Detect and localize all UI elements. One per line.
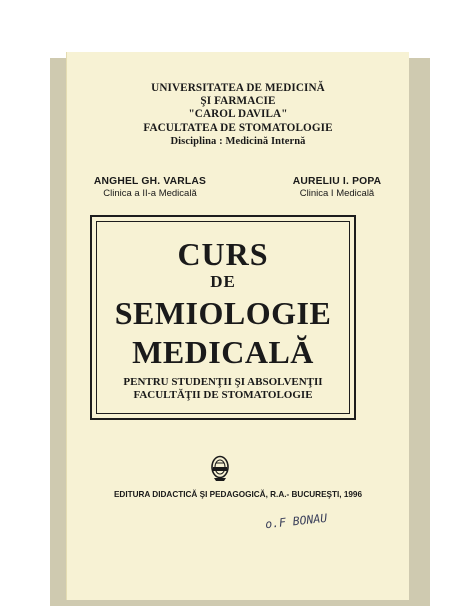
faculty-line: FACULTATEA DE STOMATOLOGIE — [143, 121, 333, 134]
pharmacy-line: ŞI FARMACIE — [200, 95, 276, 108]
title-page — [66, 52, 409, 600]
author-right — [272, 176, 402, 199]
title-line-1: CURS — [177, 236, 269, 272]
title-line-3: SEMIOLOGIE — [114, 295, 332, 331]
author-name: ANGHEL GH. VARLAS — [93, 176, 207, 187]
title-frame — [90, 215, 356, 420]
institution-header — [67, 82, 409, 148]
author-clinic: Clinica I Medicală — [299, 188, 375, 199]
subtitle-line-2: FACULTĂŢII DE STOMATOLOGIE — [133, 388, 313, 401]
subtitle — [97, 376, 349, 401]
carol-davila-line: "CAROL DAVILA" — [188, 108, 288, 121]
handwritten-note: o.F BONAU — [264, 510, 328, 532]
discipline-line: Disciplina : Medicină Internă — [170, 135, 306, 147]
author-left — [85, 176, 215, 199]
university-line: UNIVERSITATEA DE MEDICINĂ — [151, 82, 325, 94]
author-name: AURELIU I. POPA — [292, 176, 382, 187]
subtitle-line-1: PENTRU STUDENŢII ŞI ABSOLVENŢII — [123, 376, 323, 388]
author-clinic: Clinica a II-a Medicală — [103, 188, 197, 199]
title-frame-inner — [96, 221, 350, 414]
publisher-emblem-icon — [210, 454, 230, 482]
publisher-line: EDITURA DIDACTICĂ ŞI PEDAGOGICĂ, R.A.- BUCUREŞTI, 1996 — [113, 490, 363, 499]
title-line-4: MEDICALĂ — [132, 334, 314, 370]
title-line-2: DE — [210, 272, 236, 291]
